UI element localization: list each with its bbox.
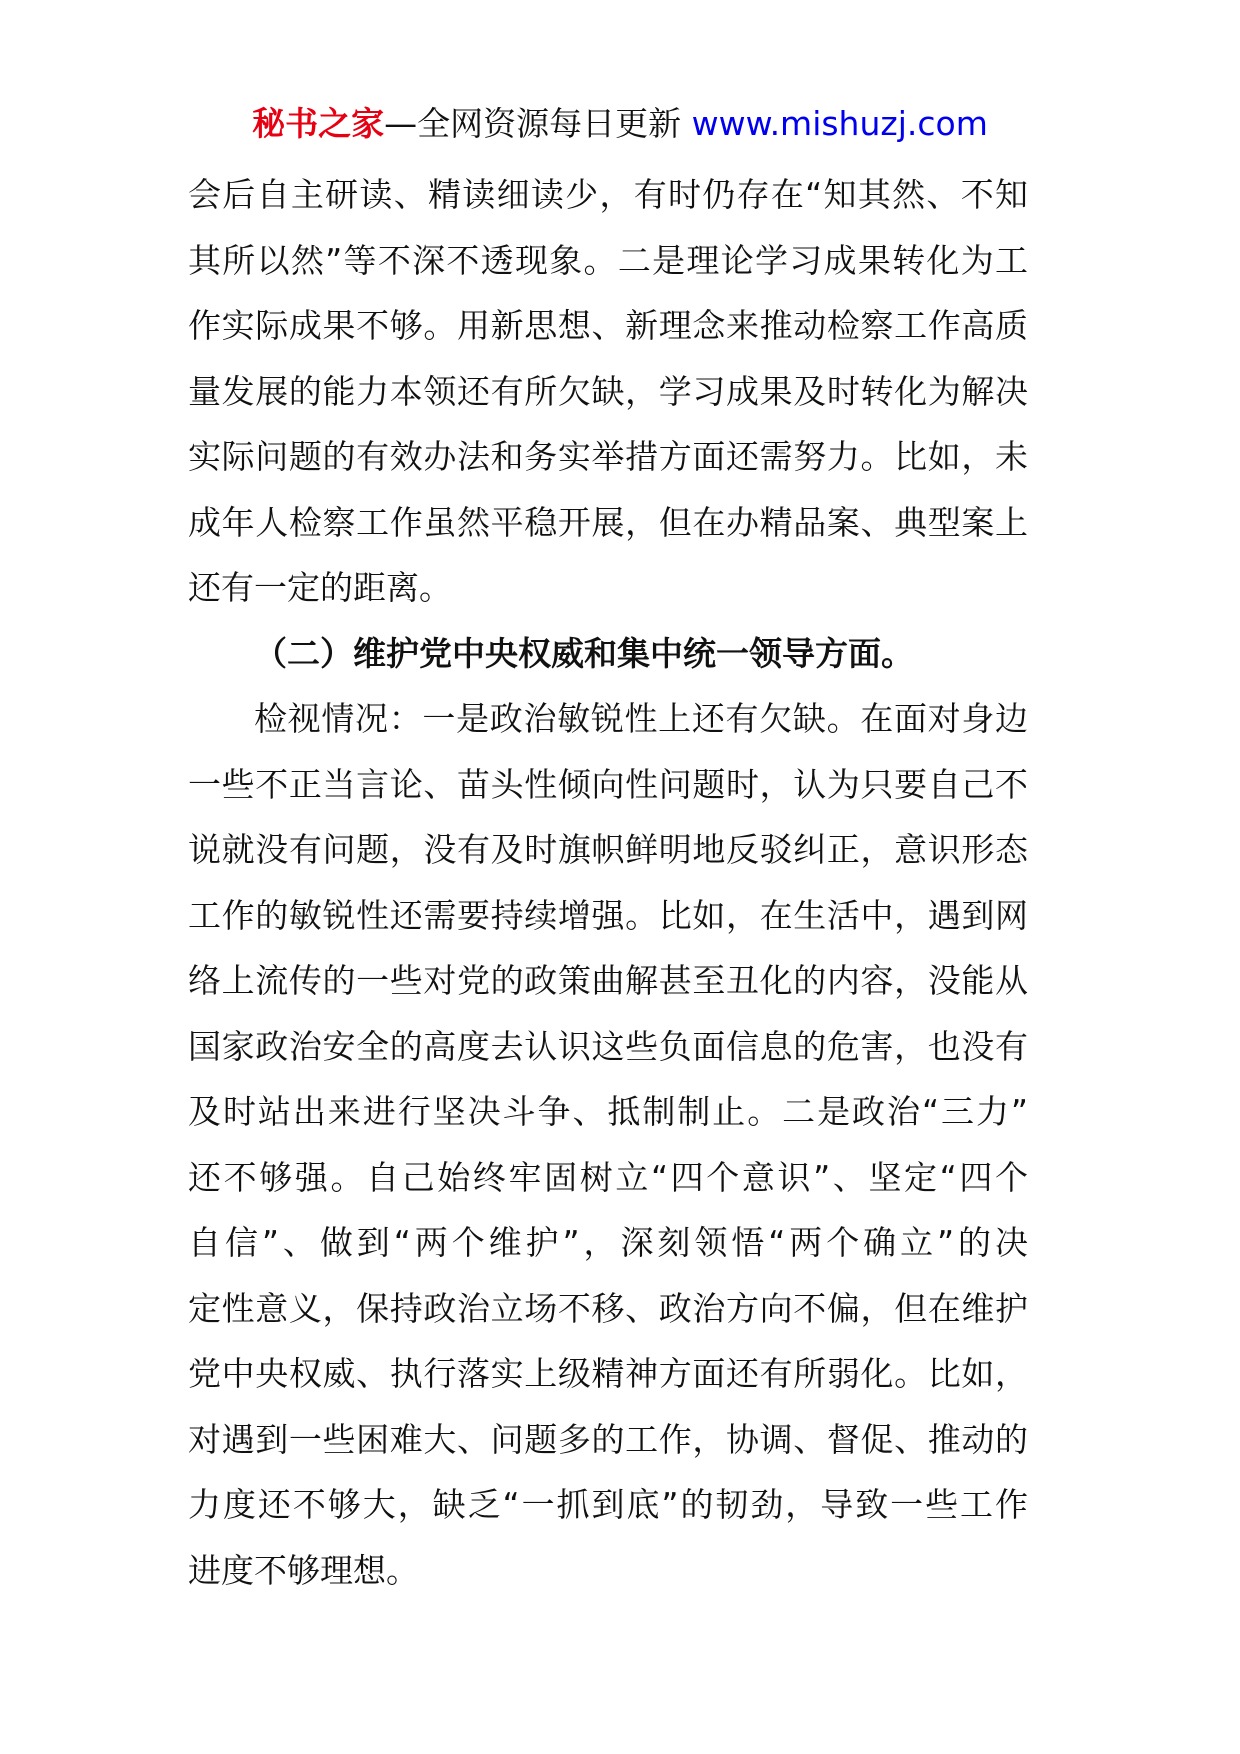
text-line: 说就没有问题，没有及时旗帜鲜明地反驳纠正，意识形态 xyxy=(188,830,1028,869)
document-body xyxy=(188,162,1028,1603)
text-line: 对遇到一些困难大、问题多的工作，协调、督促、推动的 xyxy=(188,1419,1028,1459)
text-line: 国家政治安全的高度去认识这些负面信息的危害，也没有 xyxy=(188,1026,1028,1066)
text-line: 会后自主研读、精读细读少，有时仍存在“知其然、不知 xyxy=(188,175,1028,214)
text-line: 进度不够理想。 xyxy=(188,1550,419,1590)
text-line: 还不够强。自己始终牢固树立“四个意识”、坚定“四个 xyxy=(188,1157,1028,1197)
site-tagline: —全网资源每日更新 xyxy=(384,104,682,143)
site-url-link[interactable]: www.mishuzj.com xyxy=(691,104,988,143)
text-line: 实际问题的有效办法和务实举措方面还需努力。比如，未 xyxy=(188,437,1028,476)
section-heading: （二）维护党中央权威和集中统一领导方面。 xyxy=(254,633,914,673)
text-line: 党中央权威、执行落实上级精神方面还有所弱化。比如， xyxy=(188,1354,1028,1393)
text-line: 定性意义，保持政治立场不移、政治方向不偏，但在维护 xyxy=(188,1288,1028,1328)
text-line: 作实际成果不够。用新思想、新理念来推动检察工作高质 xyxy=(188,306,1028,345)
paragraph-start: 检视情况：一是政治敏锐性上还有欠缺。在面对身边 xyxy=(254,699,1028,738)
text-line: 工作的敏锐性还需要持续增强。比如，在生活中，遇到网 xyxy=(188,895,1028,935)
text-line: 及时站出来进行坚决斗争、抵制制止。二是政治“三力” xyxy=(188,1092,1028,1131)
text-line: 还有一定的距离。 xyxy=(188,568,452,607)
text-line: 成年人检察工作虽然平稳开展，但在办精品案、典型案上 xyxy=(188,502,1028,542)
text-line: 其所以然”等不深不透现象。二是理论学习成果转化为工 xyxy=(188,240,1028,280)
text-line: 自信”、做到“两个维护”，深刻领悟“两个确立”的决 xyxy=(188,1223,1028,1262)
page-header xyxy=(0,100,1240,148)
text-line: 力度还不够大，缺乏“一抓到底”的韧劲，导致一些工作 xyxy=(188,1485,1028,1524)
site-brand: 秘书之家 xyxy=(252,104,385,143)
text-line: 一些不正当言论、苗头性倾向性问题时，认为只要自己不 xyxy=(188,764,1028,804)
text-line: 络上流传的一些对党的政策曲解甚至丑化的内容，没能从 xyxy=(188,961,1028,1000)
text-line: 量发展的能力本领还有所欠缺，学习成果及时转化为解决 xyxy=(188,371,1028,411)
